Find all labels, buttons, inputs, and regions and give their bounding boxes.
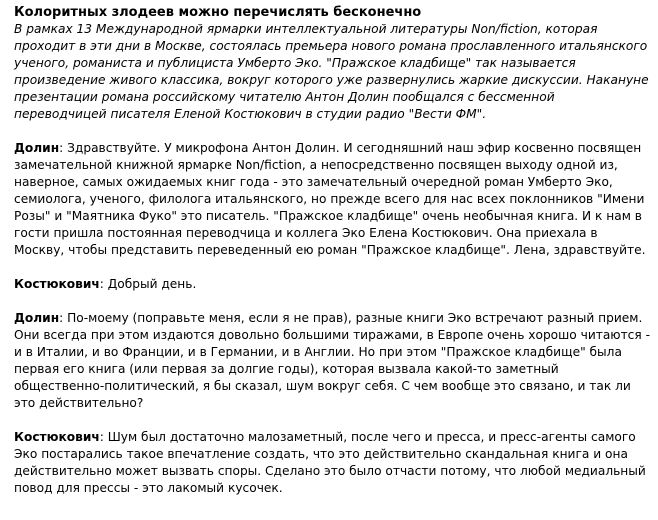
- paragraph-text: Здравствуйте. У микрофона Антон Долин. И сегодняшний наш эфир косвенно посвящен замечательной книжной ярмарке Non/fiction, а непосредственно посвящен выходу одной из, наверное, самых ожидаемых книг года - это замечательный очередной роман Умберто Эко, семиолога, ученого, филолога итальянского, но прежде всего для нас всех поклонников "Имени Розы" и "Маятника Фуко" это писатель. "Пражское кладбище" очень необычная книга. И к нам в гости пришла постоянная переводчица и коллега Эко Елена Костюкович. Она приехала в Москву, чтобы представить переведенный ею роман "Пражское кладбище". Лена, здравствуйте.: [14, 141, 646, 257]
- paragraph-text: Шум был достаточно малозаметный, после чего и пресса, и пресс-агенты самого Эко постарались такое впечатление создать, что это действительно скандальная книга и она действительно может вызвать споры. Сделано это было отчасти потому, что любой медиальный повод для прессы - это лакомый кусочек.: [14, 430, 646, 495]
- speaker-separator: :: [59, 141, 68, 155]
- article-title: Колоритных злодеев можно перечислять бесконечно: [14, 5, 422, 20]
- dialogue-paragraph: [14, 429, 650, 497]
- speaker-separator: :: [99, 430, 108, 444]
- paragraph-text: По-моему (поправьте меня, если я не прав), разные книги Эко встречают разный прием. Они всегда при этом издаются довольно большими тиражами, в Европе очень хорошо читаются - и в Италии, и во Франции, и в Германии, и в Англии. Но при этом "Пражское кладбище" была первая его книга (или первая за долгие годы), которая вызвала какой-то заметный общественно-политический, я бы сказал, шум вокруг себя. С чем вообще это связано, и так ли это действительно?: [14, 311, 650, 410]
- speaker-separator: :: [99, 277, 108, 291]
- dialogue-paragraph: [14, 276, 650, 293]
- article-lead: В рамках 13 Международной ярмарки интеллектуальной литературы Non/fiction, которая проходит в эти дни в Москве, состоялась премьера нового романа прославленного итальянского ученого, романиста и публициста Умберто Эко. "Пражское кладбище" так называется произведение живого классика, вокруг которого уже развернулись жаркие дискуссии. Накануне презентации романа российскому читателю Антон Долин пообщался с бессменной переводчицей писателя Еленой Костюкович в студии радио "Вести ФМ".: [14, 22, 649, 121]
- paragraph-text: Добрый день.: [107, 277, 197, 291]
- speaker-name: Долин: [14, 141, 60, 155]
- dialogue-paragraph: [14, 140, 650, 259]
- speaker-separator: :: [59, 311, 68, 325]
- speaker-name: Костюкович: [14, 277, 100, 291]
- speaker-name: Долин: [14, 311, 60, 325]
- dialogue-paragraph: [14, 310, 650, 412]
- speaker-name: Костюкович: [14, 430, 100, 444]
